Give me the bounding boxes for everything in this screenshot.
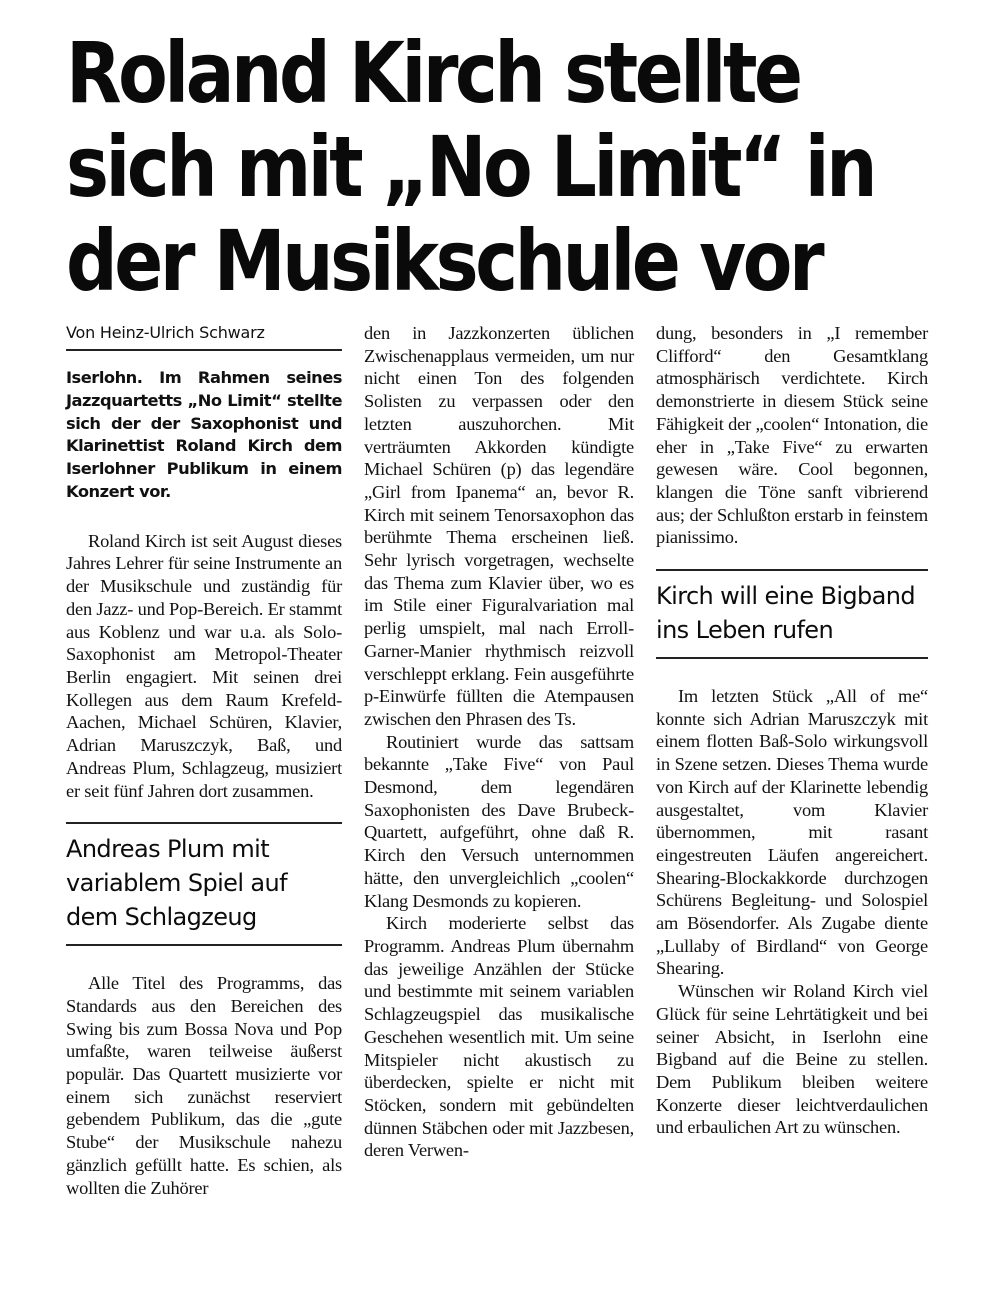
subheading-andreas-plum: Andreas Plum mit variablem Spiel auf dem Schlagzeug	[66, 822, 342, 946]
body-paragraph: Roland Kirch ist seit August dieses Jahres Lehrer für seine Instrumente an der Musikschule und zuständig für den Jazz- und Pop-Bereich. Er stammt aus Koblenz und war u.a. als Solo-Saxophonist am Metropol-Theater Berlin engagiert. Mit seinen drei Kollegen aus dem Raum Krefeld-Aachen, Michael Schüren, Klavier, Adrian Maruszczyk, Baß, und Andreas Plum, Schlagzeug, musiziert er seit fünf Jahren dort zusammen.	[66, 530, 342, 801]
column-3	[656, 322, 928, 1139]
body-paragraph: Im letzten Stück „All of me“ konnte sich Adrian Maruszczyk mit einem flotten Baß-Solo wirkungsvoll in Szene setzen. Dieses Thema wurde von Kirch auf der Klarinette lebendig ausgestaltet, vom Klavier übernommen, mit rasant eingestreuten Läufen angereichert. Shearing-Blockakkorde durchzogen Schürens Begleitung- und Solospiel am Bösendorfer. Als Zugabe diente „Lullaby of Birdland“ von George Shearing.	[656, 686, 928, 979]
body-paragraph: Kirch moderierte selbst das Programm. Andreas Plum übernahm das jeweilige Anzählen der Stücke und bestimmte mit seinem variablen Schlagzeugspiel das musikalische Geschehen wesentlich mit. Um seine Mitspieler nicht akustisch zu überdecken, spielte er nicht mit Stöcken, sondern mit gebündelten dünnen Stäbchen oder mit Jazzbesen, deren Verwen-	[364, 913, 634, 1161]
lead-paragraph: Iserlohn. Im Rahmen seines Jazzquartetts „No Limit“ stellte sich der der Saxophonist und Klarinettist Roland Kirch dem Iserlohner Publikum in einem Konzert vor.	[66, 368, 342, 501]
body-paragraph: den in Jazzkonzerten üblichen Zwischenapplaus vermeiden, um nur nicht einen Ton des folgenden Solisten zu verpassen oder den letzten auszuhorchen. Mit verträumten Akkorden kündigte Michael Schüren (p) das legendäre „Girl from Ipanema“ an, bevor R. Kirch mit seinem Tenorsaxophon das berühmte Thema erscheinen ließ. Sehr lyrisch vorgetragen, wechselte das Thema zum Klavier über, wo es im Stile einer Figuralvariation mal perlig umspielt, mal nach Erroll-Garner-Manier rhythmisch reizvoll verschleppt erklang. Fein ausgeführte p-Einwürfe füllten die Atempausen zwischen den Phrasen des Ts.	[364, 323, 634, 729]
subheading-bigband: Kirch will eine Bigband ins Leben rufen	[656, 569, 928, 659]
headline-line-3: der Musikschule vor	[66, 212, 822, 310]
headline	[66, 24, 875, 310]
byline: Von Heinz-Ulrich Schwarz	[66, 322, 342, 351]
body-paragraph: dung, besonders in „I remember Clifford“ den Gesamtklang atmosphärisch verdichtete. Kirch demonstrierte in diesem Stück seine Fähigkeit der „coolen“ Intonation, die eher in „Take Five“ zu erwarten gewesen wäre. Cool begonnen, klangen die Töne sanft vibrierend aus; der Schlußton erstarb in feinstem pianissimo.	[656, 323, 928, 548]
column-2	[364, 322, 634, 1162]
body-paragraph: Wünschen wir Roland Kirch viel Glück für seine Lehrtätigkeit und bei seiner Absicht, in Iserlohn eine Bigband auf die Beine zu stellen. Dem Publikum bleiben weitere Konzerte dieser leichtverdaulichen und erbaulichen Art zu wünschen.	[656, 981, 928, 1138]
column-1	[66, 322, 342, 1199]
body-paragraph: Routiniert wurde das sattsam bekannte „Take Five“ von Paul Desmond, dem legendären Saxophonisten des Dave Brubeck-Quartett, aufgeführt, ohne daß R. Kirch den Versuch unternommen hätte, den unvergleichlich „coolen“ Klang Desmonds zu kopieren.	[364, 731, 634, 911]
headline-line-2: sich mit „No Limit“ in	[66, 118, 875, 216]
headline-line-1: Roland Kirch stellte	[66, 24, 800, 122]
body-paragraph: Alle Titel des Programms, das Standards aus den Bereichen des Swing bis zum Bossa Nova und Pop umfaßte, waren teilweise äußerst populär. Das Quartett musizierte vor einem sich zunächst reserviert gebendem Publikum, das die „gute Stube“ der Musikschule nahezu gänzlich gefüllt hatte. Es schien, als wollten die Zuhörer	[66, 973, 342, 1198]
